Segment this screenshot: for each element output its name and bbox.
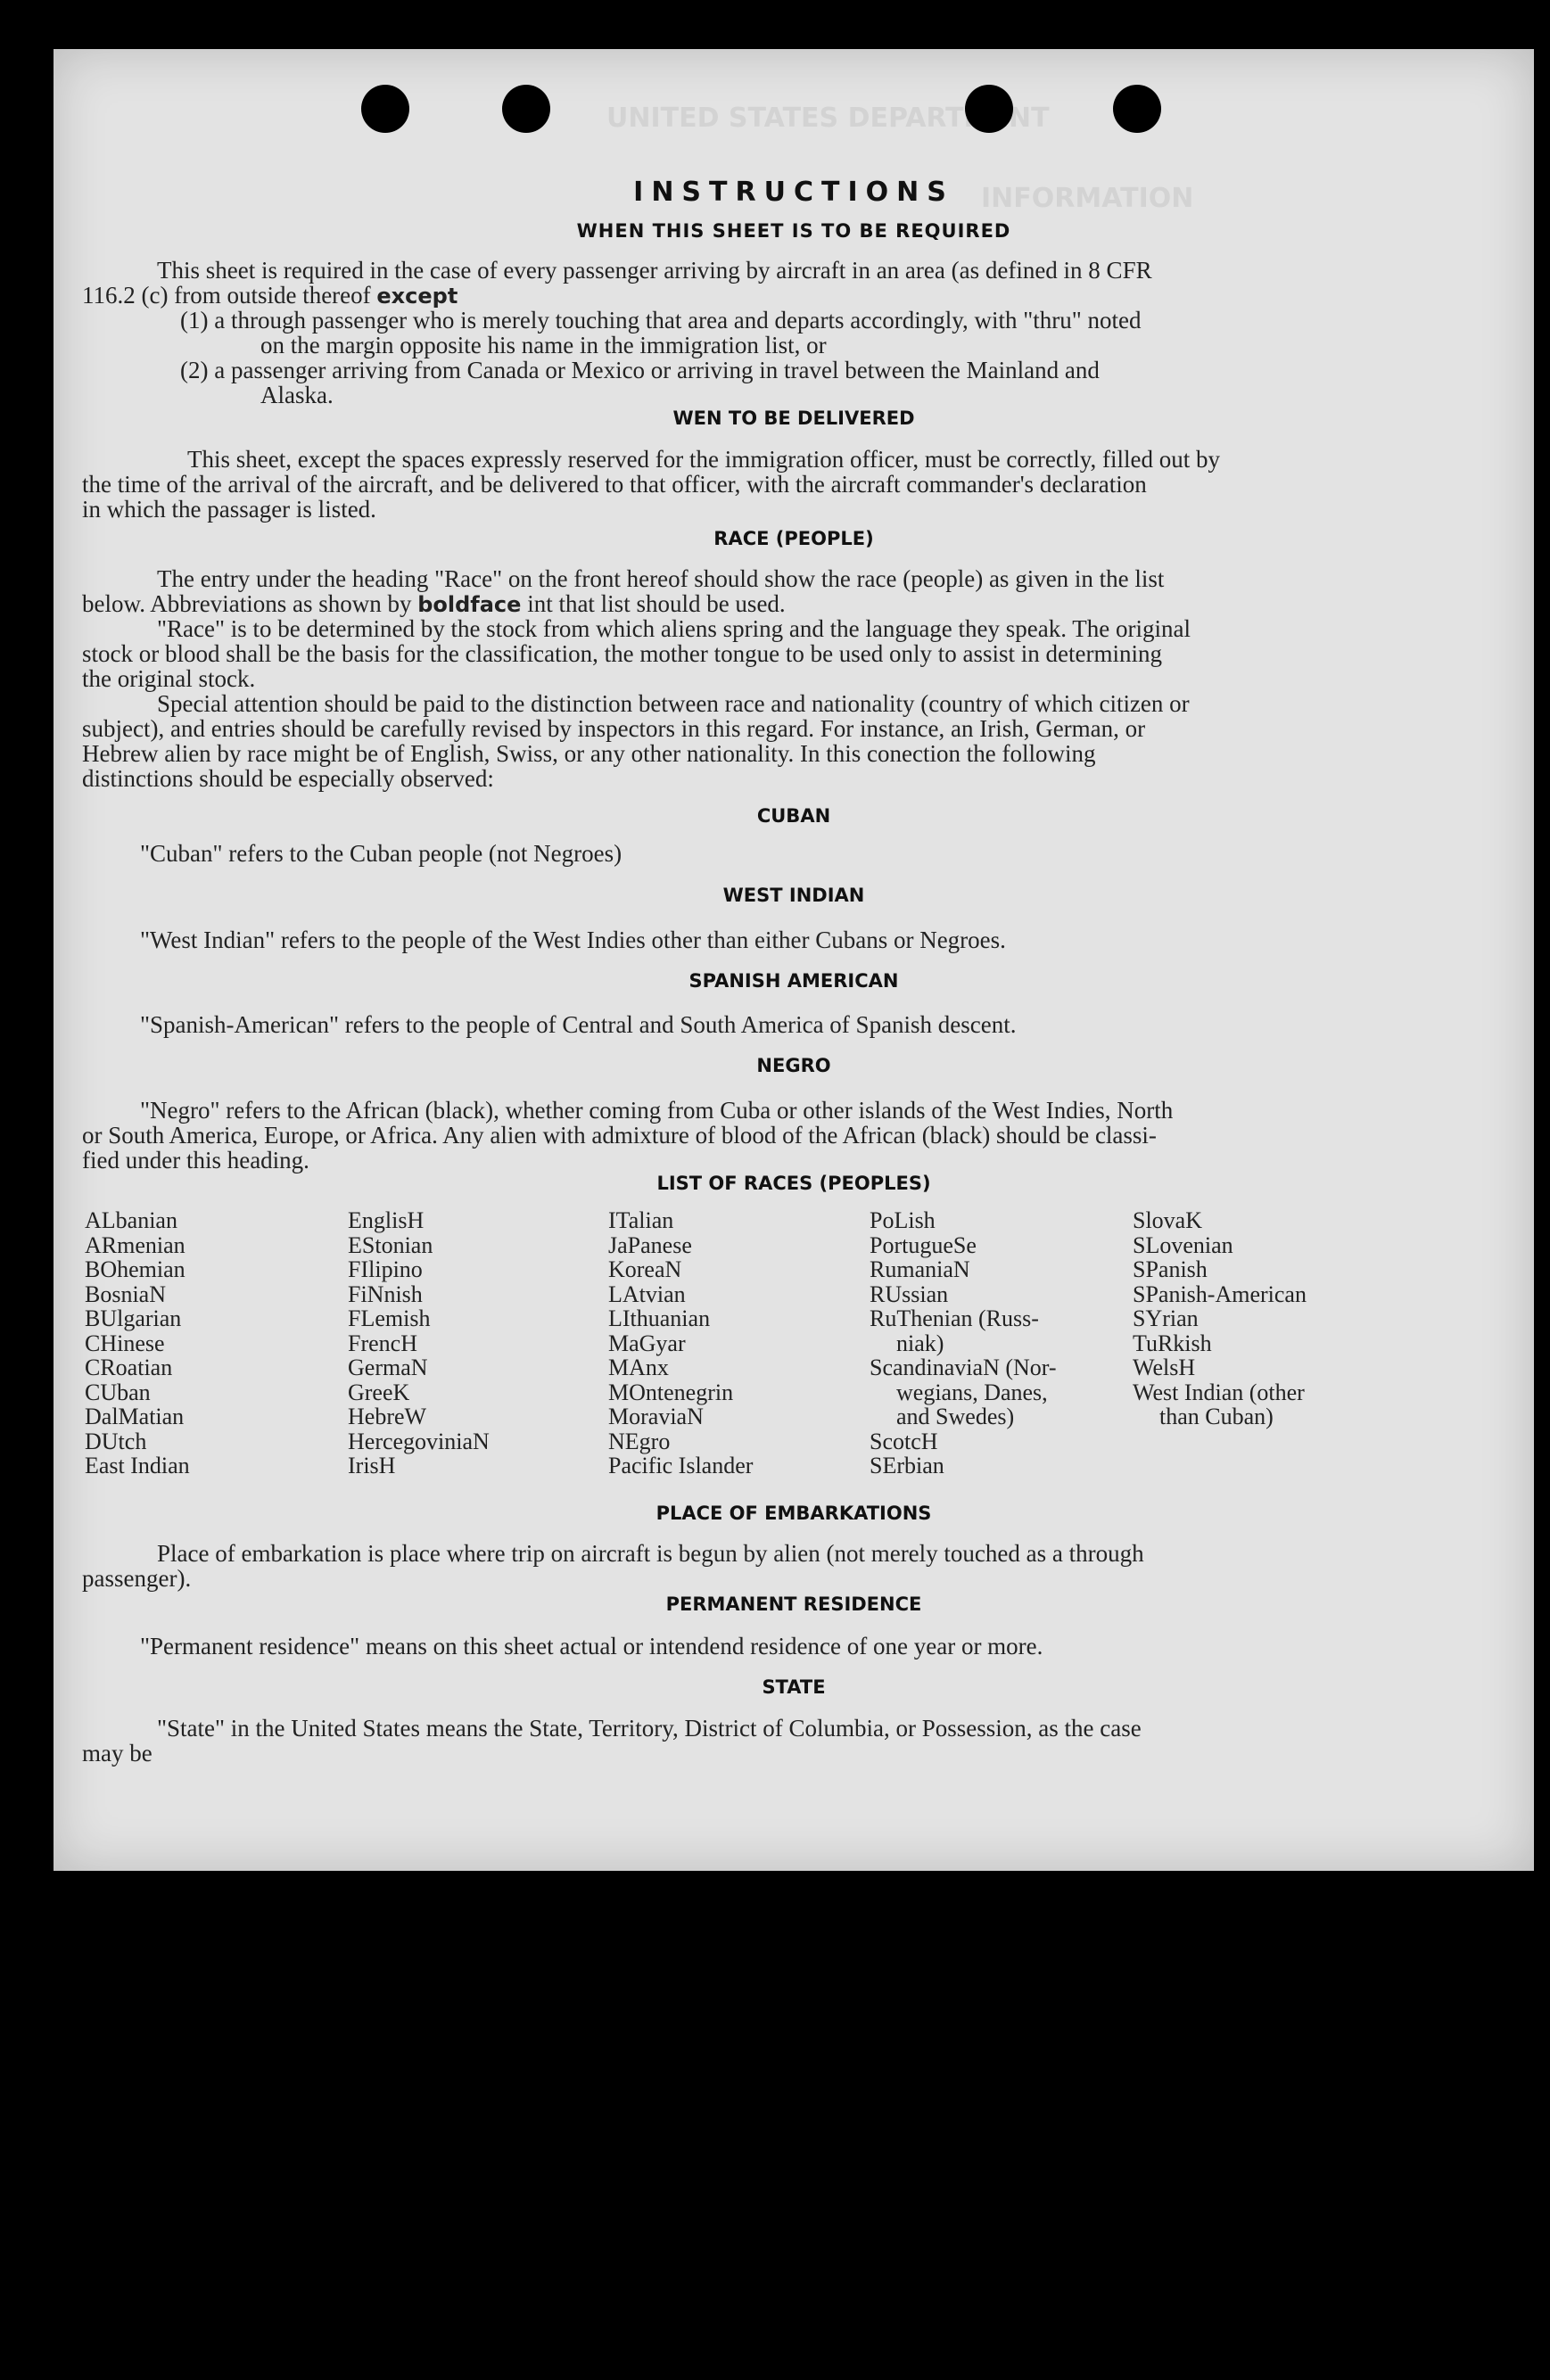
race-item: MaGyar bbox=[608, 1330, 686, 1356]
section-heading-race: RACE (PEOPLE) bbox=[713, 528, 874, 549]
race-item: PoLish bbox=[870, 1207, 936, 1233]
paragraph-text: int that list should be used. bbox=[527, 590, 786, 617]
paragraph-line: may be bbox=[82, 1740, 153, 1766]
race-item: SLovenian bbox=[1133, 1231, 1233, 1258]
paragraph-line bbox=[82, 591, 786, 617]
race-item: DalMatian bbox=[85, 1404, 185, 1429]
section-heading-residence: PERMANENT RESIDENCE bbox=[665, 1594, 922, 1615]
bold-boldface: boldface bbox=[417, 592, 522, 617]
race-item: RumaniaN bbox=[870, 1256, 970, 1282]
paragraph-line: passenger). bbox=[82, 1565, 192, 1592]
paragraph-line: "State" in the United States means the State, Territory, District of Columbia, or Possession, as the case bbox=[157, 1715, 1142, 1742]
race-item: KoreaN bbox=[608, 1256, 682, 1282]
race-item: CUban bbox=[85, 1379, 151, 1405]
list-item: (1) a through passenger who is merely touching that area and departs accordingly, with "thru" noted bbox=[180, 307, 1142, 334]
paragraph-line: This sheet is required in the case of every passenger arriving by aircraft in an area (as defined in 8 CFR bbox=[157, 257, 1152, 284]
paragraph-line: the original stock. bbox=[82, 665, 256, 692]
race-item: CHinese bbox=[85, 1330, 165, 1356]
race-item: ScotcH bbox=[870, 1428, 938, 1454]
race-column-3 bbox=[608, 1208, 753, 1478]
race-item: GermaN bbox=[348, 1355, 428, 1380]
race-item: West Indian (other bbox=[1133, 1379, 1305, 1405]
section-heading-cuban: CUBAN bbox=[756, 805, 831, 827]
section-heading-west-indian: WEST INDIAN bbox=[722, 885, 865, 906]
list-item: on the margin opposite his name in the immigration list, or bbox=[260, 332, 827, 358]
race-item: MOntenegrin bbox=[608, 1379, 734, 1405]
race-item: niak) bbox=[896, 1330, 944, 1356]
section-heading-delivered: WEN TO BE DELIVERED bbox=[672, 408, 915, 429]
race-item: IrisH bbox=[348, 1453, 396, 1478]
paragraph-text: 116.2 (c) from outside thereof bbox=[82, 282, 371, 309]
punch-hole-2 bbox=[502, 85, 550, 133]
paragraph-line: stock or blood shall be the basis for the classification, the mother tongue to be used only to assist in determining bbox=[82, 640, 1163, 667]
race-item: MAnx bbox=[608, 1355, 669, 1380]
race-item: PortugueSe bbox=[870, 1231, 977, 1258]
paragraph-line: subject), and entries should be carefully revised by inspectors in this regard. For instance, an Irish, German, or bbox=[82, 715, 1146, 742]
race-item: ScandinaviaN (Nor- bbox=[870, 1355, 1057, 1380]
section-heading-spanish-american: SPANISH AMERICAN bbox=[688, 970, 899, 992]
paragraph-line: This sheet, except the spaces expressly reserved for the immigration officer, must be correctly, filled out by bbox=[187, 446, 1221, 473]
race-item: LIthuanian bbox=[608, 1305, 711, 1331]
race-item: East Indian bbox=[85, 1453, 190, 1478]
section-heading-negro: NEGRO bbox=[756, 1055, 831, 1076]
race-item: NEgro bbox=[608, 1428, 671, 1454]
paragraph-text: below. Abbreviations as shown by bbox=[82, 590, 412, 617]
race-item: MoraviaN bbox=[608, 1404, 704, 1429]
race-item: LAtvian bbox=[608, 1281, 686, 1307]
race-item: DUtch bbox=[85, 1428, 147, 1454]
bleed-through: UNITED STATES DEPARTMENT bbox=[606, 103, 1050, 134]
race-column-2 bbox=[348, 1208, 490, 1478]
paragraph-line: in which the passager is listed. bbox=[82, 496, 376, 523]
race-item: BOhemian bbox=[85, 1256, 186, 1282]
race-item: EStonian bbox=[348, 1231, 433, 1258]
paragraph-line: "Negro" refers to the African (black), whether coming from Cuba or other islands of the West Indies, North bbox=[140, 1097, 1174, 1124]
race-item: Pacific Islander bbox=[608, 1453, 754, 1478]
race-item: TuRkish bbox=[1133, 1330, 1212, 1356]
race-item: HebreW bbox=[348, 1404, 427, 1429]
paragraph-line: the time of the arrival of the aircraft, and be delivered to that officer, with the aircraft commander's declaration bbox=[82, 471, 1147, 498]
bleed-through-2: INFORMATION bbox=[981, 183, 1194, 214]
paragraph-line: or South America, Europe, or Africa. Any alien with admixture of blood of the African (black) should be classi- bbox=[82, 1122, 1157, 1149]
race-item: ITalian bbox=[608, 1207, 674, 1233]
paragraph-line: "Permanent residence" means on this sheet actual or intendend residence of one year or more. bbox=[140, 1633, 1043, 1659]
race-item: ALbanian bbox=[85, 1207, 177, 1233]
paragraph-line: Hebrew alien by race might be of English, Swiss, or any other nationality. In this conection the following bbox=[82, 740, 1096, 767]
paragraph-line: Place of embarkation is place where trip on aircraft is begun by alien (not merely touched as a through bbox=[157, 1540, 1144, 1567]
race-item: ARmenian bbox=[85, 1231, 186, 1258]
race-item: HercegoviniaN bbox=[348, 1428, 490, 1454]
race-item: SErbian bbox=[870, 1453, 944, 1478]
race-item: SPanish-American bbox=[1133, 1281, 1307, 1307]
race-item: GreeK bbox=[348, 1379, 410, 1405]
section-heading-state: STATE bbox=[762, 1676, 826, 1698]
instruction-sheet bbox=[54, 49, 1534, 1871]
paragraph-line: fied under this heading. bbox=[82, 1147, 309, 1174]
race-item: SPanish bbox=[1133, 1256, 1208, 1282]
race-column-4 bbox=[870, 1208, 1057, 1478]
race-column-1 bbox=[85, 1208, 190, 1478]
section-heading-required: WHEN THIS SHEET IS TO BE REQUIRED bbox=[576, 220, 1011, 242]
race-item: FIlipino bbox=[348, 1256, 423, 1282]
race-item: SYrian bbox=[1133, 1305, 1199, 1331]
punch-hole-4 bbox=[1113, 85, 1161, 133]
paragraph-line: "Race" is to be determined by the stock from which aliens spring and the language they speak. The original bbox=[157, 615, 1191, 642]
race-item: EnglisH bbox=[348, 1207, 425, 1233]
race-item: BUlgarian bbox=[85, 1305, 182, 1331]
race-column-5 bbox=[1133, 1208, 1307, 1429]
paragraph-line: Special attention should be paid to the distinction between race and nationality (country of which citizen or bbox=[157, 690, 1190, 717]
race-item: FrencH bbox=[348, 1330, 417, 1356]
paragraph-line: distinctions should be especially observed: bbox=[82, 765, 494, 792]
list-item: Alaska. bbox=[260, 382, 334, 408]
punch-hole-1 bbox=[361, 85, 409, 133]
race-item: FiNnish bbox=[348, 1281, 423, 1307]
section-heading-embarkation: PLACE OF EMBARKATIONS bbox=[655, 1503, 932, 1524]
race-item: wegians, Danes, bbox=[896, 1379, 1048, 1405]
race-item: than Cuban) bbox=[1159, 1404, 1274, 1429]
race-item: WelsH bbox=[1133, 1355, 1196, 1380]
race-item: FLemish bbox=[348, 1305, 431, 1331]
race-item: RuThenian (Russ- bbox=[870, 1305, 1039, 1331]
race-item: BosniaN bbox=[85, 1281, 166, 1307]
race-item: RUssian bbox=[870, 1281, 949, 1307]
race-item: and Swedes) bbox=[896, 1404, 1015, 1429]
bold-except: except bbox=[376, 284, 458, 309]
race-item: CRoatian bbox=[85, 1355, 173, 1380]
race-item: SlovaK bbox=[1133, 1207, 1202, 1233]
paragraph-line: The entry under the heading "Race" on the front hereof should show the race (people) as given in the list bbox=[157, 565, 1165, 592]
paragraph-line: "Spanish-American" refers to the people of Central and South America of Spanish descent. bbox=[140, 1011, 1017, 1038]
page-title: INSTRUCTIONS bbox=[633, 177, 954, 208]
paragraph-line: "Cuban" refers to the Cuban people (not Negroes) bbox=[140, 840, 622, 867]
paragraph-line bbox=[82, 283, 458, 309]
paragraph-line: "West Indian" refers to the people of the West Indies other than either Cubans or Negroes. bbox=[140, 926, 1006, 953]
list-item: (2) a passenger arriving from Canada or Mexico or arriving in travel between the Mainland and bbox=[180, 357, 1100, 383]
section-heading-list-of-races: LIST OF RACES (PEOPLES) bbox=[656, 1173, 931, 1194]
race-item: JaPanese bbox=[608, 1231, 692, 1258]
